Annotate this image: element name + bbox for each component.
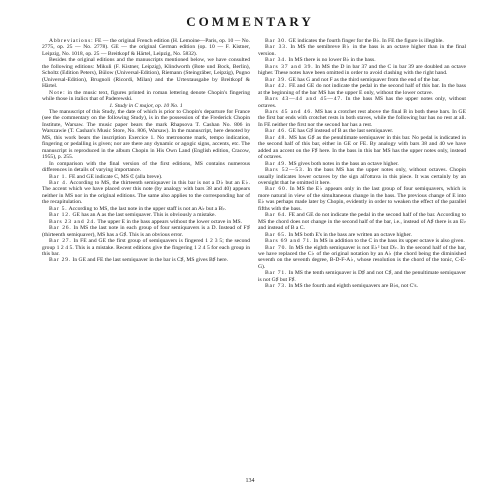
paragraph-text: FE — the original French edition (H. Lemoine—Paris, op. 10 — No. 2775, op. 25 — No. 2778). GE — the original German edition (op. 10 — F. Kistner, Leipzig, No. 1018, op. 25 — Breitkopf & Härtel, Leipzig, No. 5832). <box>42 38 250 57</box>
paragraph-text: In MS the fourth and eighth semiquavers are B♭s, not C's. <box>287 283 418 290</box>
paragraph-lead: Bars 69 and 71. <box>265 238 313 245</box>
commentary-paragraph <box>258 245 466 271</box>
paragraph-lead: Abbreviations: <box>49 38 94 44</box>
paragraph-lead: Bar 29. <box>49 257 72 264</box>
paragraph-lead: Bar 48. <box>265 134 288 141</box>
commentary-paragraph <box>42 161 250 174</box>
left-column <box>42 38 250 264</box>
paragraph-text: In MS the eighth semiquaver is not E♭² but D♭. In the second half of the bar, we have replaced the C♭ of the original notation by an A♭ (the chord being the diminished seventh on the seventh degree, B-D-F-A♭, whose resolution is the chord of the tonic, C-E-G). <box>258 244 466 270</box>
commentary-paragraph <box>42 109 250 161</box>
commentary-paragraph <box>42 180 250 206</box>
paragraph-text: In GE and FE the last semiquaver in the bar is C♯, MS gives B♯ here. <box>71 257 228 264</box>
paragraph-text: The manuscript of this Study, the date of which is prior to Chopin's departure for France (see the commentary on the following Study), is in the possession of the Frederick Chopin Institute, Warsaw. The music paper bears the mark Rhapsova T. Cashan No. 806 in Warszawie (T. Cashan's Music Store, No. 806, Warsaw). In the manuscript, here denoted by MS, this work bears the inscription Exercice 1. No metronome mark, tempo indication, fingering or pedalling is given; nor are there any dynamic or agogic signs, accents, etc. The manuscript is reproduced in the album Chopin in His Own Land (English edition, Cracow, 1955), p. 255. <box>42 108 250 161</box>
paragraph-text: GE has G♯ instead of B as the last semiquaver. <box>287 128 394 135</box>
paragraph-text: MS has G♯ as the penultimate semiquaver in this bar. No pedal is indicated in the second half of this bar, either in GE or FE. By analogy with bars 38 and 40 we have added an accent on the F♯ here. In the bass in this bar MS has the upper notes only, instead of octaves. <box>258 134 466 161</box>
paragraph-lead: Note: <box>49 89 66 96</box>
paragraph-lead: Bar 30. <box>265 38 288 44</box>
commentary-paragraph <box>258 96 466 109</box>
paragraph-lead: Bar 42. <box>265 83 288 90</box>
paragraph-text: In MS in addition to the C in the bass its upper octave is also given. <box>312 238 465 245</box>
paragraph-text: 1. Study in C major, op. 10 No. 1 <box>109 102 183 109</box>
paragraph-lead: Bar 34. <box>265 57 288 64</box>
paragraph-lead: Bar 12. <box>49 212 72 219</box>
commentary-paragraph <box>258 186 466 212</box>
paragraph-lead: Bar 33. <box>265 44 289 51</box>
paragraph-lead: Bar 27. <box>49 238 72 245</box>
paragraph-lead: Bar 70. <box>265 244 288 251</box>
paragraph-text: According to MS, the thirteenth semiquaver in this bar is not a D♭ but an E♭. The accent which we have placed over this note (by analogy with bars 38 and 40) appears neither in MS nor in the original editions. The same also applies to the corresponding bar of the recapitulation. <box>42 179 250 206</box>
paragraph-text: The upper E in the bass appears without the lower octave in MS. <box>96 218 243 225</box>
commentary-paragraph <box>42 225 250 238</box>
paragraph-text: In MS both E's in the bass are written an octave higher. <box>287 231 412 238</box>
commentary-paragraph <box>258 270 466 283</box>
paragraph-lead: Bar 65. <box>265 231 288 238</box>
commentary-paragraph <box>258 44 466 57</box>
paragraph-text: According to MS, the last note in the upper staff is not an A♭ but a B♭. <box>67 205 227 212</box>
paragraph-text: In the bass MS has the upper notes only, without octaves. Chopin usually indicates lower octaves by the sign all'ottava in this piece. It was certainly by an oversight that he omitted it here. <box>258 167 466 186</box>
paragraph-lead: Bar 49. <box>265 160 288 167</box>
commentary-paragraph <box>42 257 250 263</box>
paragraph-text: In MS the tenth semiquaver is D♯ and not C♯, and the penultimate semiquaver is not G♯ but F♯. <box>258 270 466 283</box>
paragraph-text: GE has G and not F as the third semiquaver from the end of the bar. <box>287 76 441 83</box>
paragraph-lead: Bar 60. <box>265 186 288 193</box>
paragraph-text: In the bass MS has the upper notes only, without octaves. <box>258 96 466 109</box>
commentary-paragraph <box>258 64 466 77</box>
paragraph-text: MS has a crotchet rest above the final B in both these bars. In GE the first bar ends with crotchet rests in both staves, while the following bar has no rest at all. In FE neither the first nor the second bar has a rest. <box>258 108 466 128</box>
commentary-paragraph <box>42 57 250 89</box>
paragraph-text: In MS the E♭ appears only in the last group of four semiquavers, which is more natural in view of the simultaneous change in the bass. The previous change of E into E♭ was perhaps made later by Chopin, evidently in order to weaken the effect of the parallel fifths with the bass. <box>258 186 466 212</box>
commentary-paragraph <box>258 283 466 289</box>
paragraph-lead: Bars 23 and 24. <box>49 218 97 225</box>
paragraph-lead: Bar 1. <box>49 173 68 180</box>
paragraph-text: In FE and GE the first group of semiquavers is fingered 1 2 3 5; the second group 1 2 4 5. This is a mistake. Recent editions give the fingering 1 2 4 5 for each group in this bar. <box>42 238 250 257</box>
commentary-paragraph <box>42 238 250 257</box>
paragraph-lead: Bars 45 and 46. <box>265 108 314 115</box>
paragraph-lead: Bar 26. <box>49 225 72 232</box>
paragraph-text: FE and GE do not indicate the pedal in the second half of this bar. In the bass at the beginning of the bar MS has the upper E only, without the lower octave. <box>258 83 466 96</box>
paragraph-lead: Bar 4. <box>49 179 68 186</box>
paragraph-text: in the music text, figures printed in roman lettering denote Chopin's fingering while those in italics that of Paderewski. <box>42 89 250 103</box>
commentary-paragraph <box>42 38 250 57</box>
commentary-paragraph <box>258 135 466 161</box>
paragraph-text: In MS the semibreve B♭ in the bass is an octave higher than in the final version. <box>258 44 466 57</box>
paragraph-text: GE has an A as the last semiquaver. This is obviously a mistake. <box>71 212 216 219</box>
page-number: 134 <box>245 478 255 484</box>
paragraph-lead: Bar 71. <box>265 270 288 277</box>
paragraph-lead: Bar 64. <box>265 212 288 219</box>
paragraph-text: FE and GE do not indicate the pedal in the second half of the bar. According to MS the chord does not change in the second half of the bar, i.e., instead of A♯ there is an E♭ and instead of B a C. <box>258 212 466 232</box>
commentary-paragraph <box>258 83 466 96</box>
paragraph-text: In MS the D in bar 37 and the C in bar 39 are doubled an octave higher. These notes have been omitted in order to avoid clashing with the right hand. <box>258 63 466 77</box>
paragraph-text: FE and GE indicate C, MS ₵ (alla breve). <box>67 173 163 180</box>
paragraph-lead: Bar 46. <box>265 128 288 135</box>
paragraph-text: In comparison with the final version of the first editions, MS contains numerous differences in details of varying importance. <box>42 160 250 174</box>
commentary-paragraph <box>258 212 466 231</box>
paragraph-text: MS gives both notes in the bass an octave higher. <box>287 160 399 167</box>
commentary-paragraph <box>258 109 466 128</box>
paragraph-text: GE indicates the fourth finger for the B♭. In FE the figure is illegible. <box>287 38 444 44</box>
page-title: COMMENTARY <box>186 14 314 29</box>
commentary-paragraph <box>258 167 466 186</box>
paragraph-text: In MS the last note in each group of four semiquavers is a D. Instead of F♯ (thirteenth semiquaver), MS has a G♯. This is an obvious error. <box>42 225 250 238</box>
paragraph-text: Besides the original editions and the manuscripts mentioned below, we have consulted the following editions: Mikuli (F. Kistner, Leipzig), Klindworth (Bote und Bock, Berlin), Scholtz (Edition Peters), Bülow (Universal-Edition), Riemann (Steingräber, Leipzig), Pugno (Universal-Edition), Brugnoli (Ricordi, Milan) and the Urtextausgabe by Breitkopf & Härtel. <box>42 57 250 90</box>
paragraph-lead: Bars 37 and 39. <box>265 63 314 70</box>
right-column <box>258 38 466 290</box>
paragraph-text: In MS there is no lower B♭ in the bass. <box>287 57 376 64</box>
paragraph-lead: Bar 5. <box>49 205 68 212</box>
paragraph-lead: Bar 73. <box>265 283 288 290</box>
commentary-paragraph <box>42 90 250 103</box>
paragraph-lead: Bar 39. <box>265 76 288 83</box>
paragraph-lead: Bars 43—44 and 45—47. <box>265 96 344 103</box>
paragraph-lead: Bars 52—53. <box>265 167 305 174</box>
